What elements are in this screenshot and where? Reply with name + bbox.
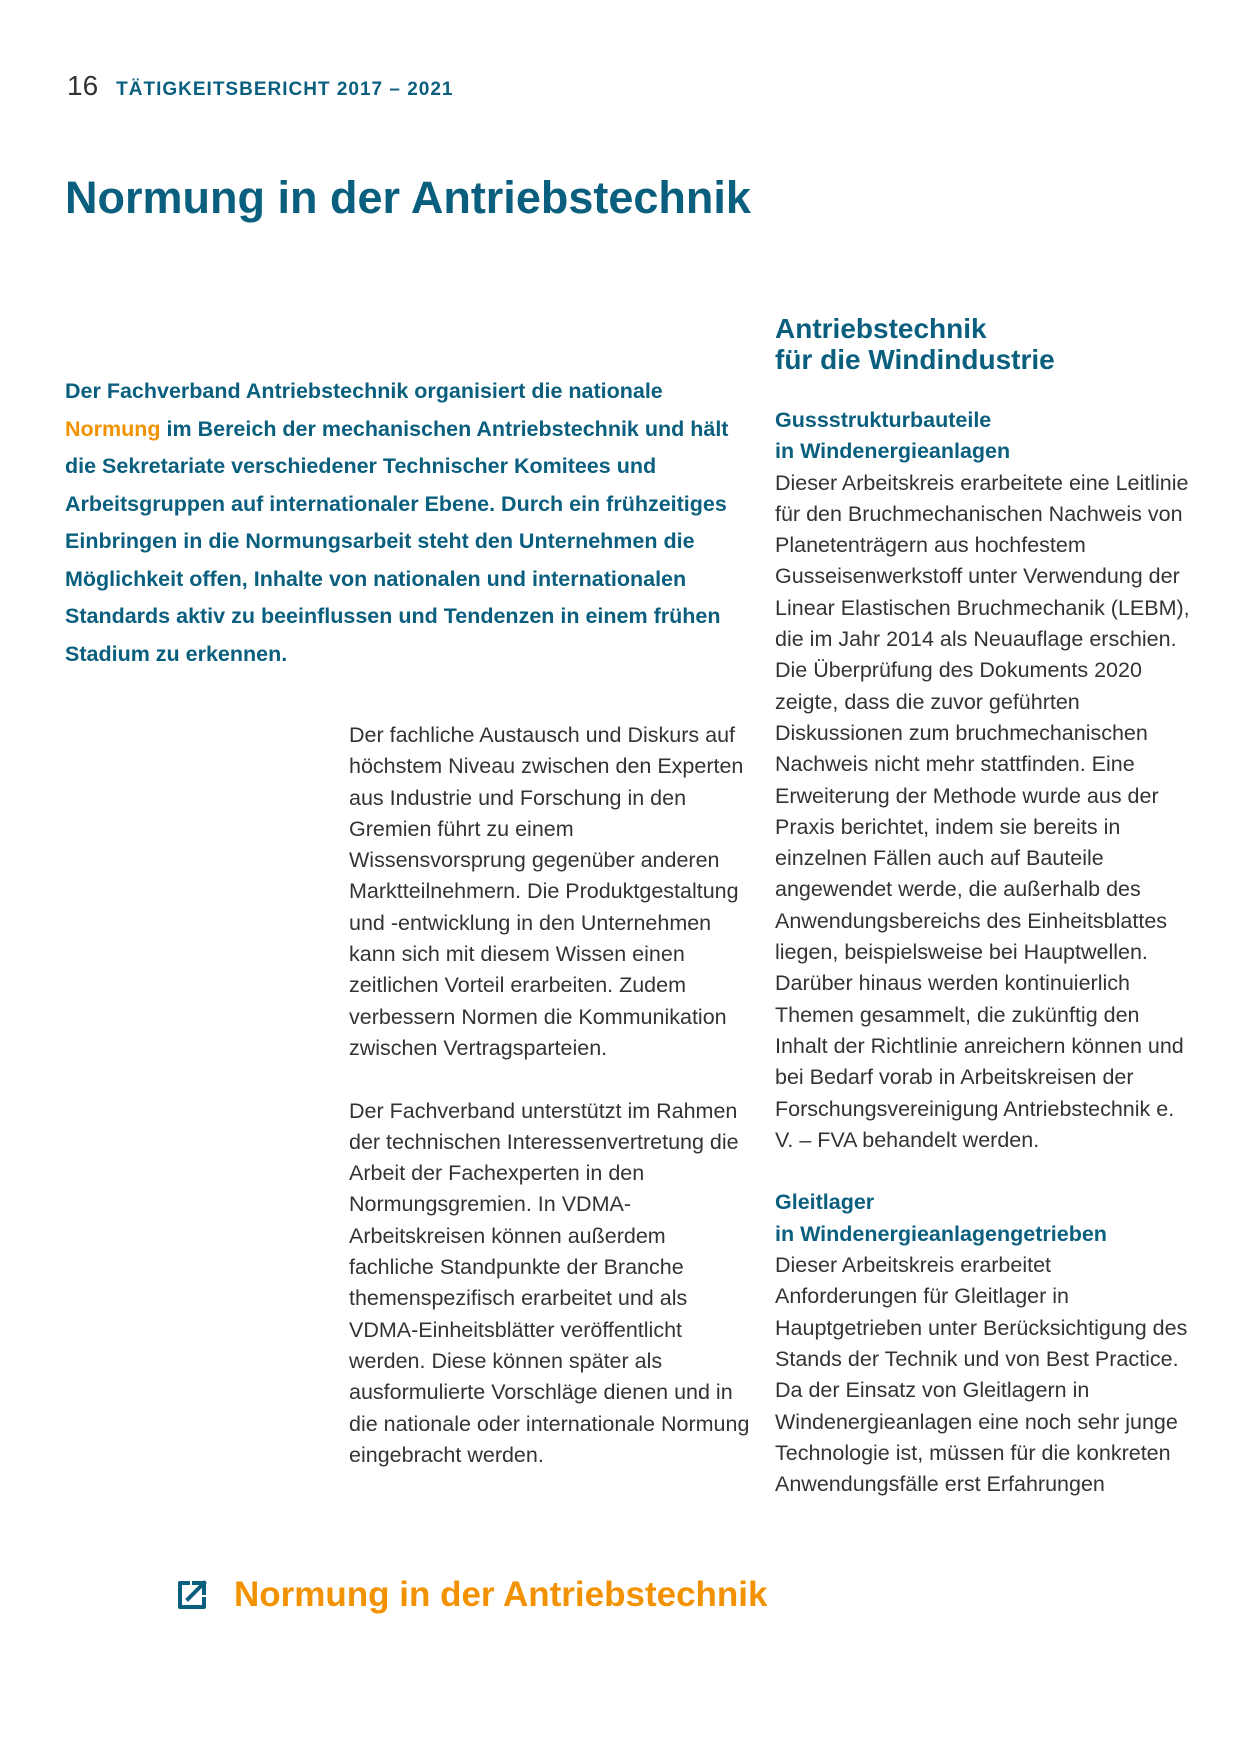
section-title [775, 313, 1195, 375]
external-link-icon [174, 1577, 210, 1613]
external-link[interactable] [174, 1575, 767, 1615]
subsection-heading [775, 1187, 1195, 1250]
normung-highlight: Normung [65, 416, 161, 441]
body-column [349, 720, 754, 1502]
subsection-text: Dieser Arbeitskreis erarbeitet Anforderungen für Gleitlager in Hauptgetrieben unter Berücksichtigung des Stands der Technik und von Best Practice. Da der Einsatz von Gleitlagern in Windenergieanlagen eine noch sehr junge Technologie ist, müssen für die konkreten Anwendungsfälle erst Erfahrungen [775, 1253, 1188, 1497]
running-header [67, 70, 453, 102]
section-title-line: für die Windindustrie [775, 344, 1055, 375]
right-column [775, 313, 1195, 1532]
lead-text-start: Der Fachverband Antriebstechnik organisiert die nationale [65, 379, 663, 403]
subsection-text: Dieser Arbeitskreis erarbeitete eine Leitlinie für den Bruchmechanischen Nachweis von Planetenträgern aus hochfestem Gusseisenwerkstoff unter Verwendung der Linear Elastischen Bruchmechanik (LEBM), die im Jahr 2014 als Neuauflage erschien. Die Überprüfung des Dokuments 2020 zeigte, dass die zuvor geführten Diskussionen zum bruchmechanischen Nachweis nicht mehr stattfinden. Eine Erweiterung der Methode wurde aus der Praxis berichtet, indem sie bereits in einzelnen Fällen auch auf Bauteile angewendet werde, die außerhalb des Anwendungsbereichs des Einheitsblattes liegen, beispielsweise bei Hauptwellen. Darüber hinaus werden kontinuierlich Themen gesammelt, die zukünftig den Inhalt der Richtlinie anreichern können und bei Bedarf vorab in Arbeitskreisen der Forschungsvereinigung Antriebstechnik e. V. – FVA behandelt werden. [775, 470, 1190, 1152]
subsection-heading [775, 405, 1195, 468]
lead-text-rest: im Bereich der mechanischen Antriebstechnik und hält die Sekretariate verschiedener Technischer Komitees und Arbeitsgruppen auf internationaler Ebene. Durch ein frühzeitiges Einbringen in die Normungsarbeit steht den Unternehmen die Möglichkeit offen, Inhalte von nationalen und internationalen Standards aktiv zu beeinflussen und Tendenzen in einem frühen Stadium zu erkennen. [65, 416, 729, 666]
external-link-label: Normung in der Antriebstechnik [234, 1575, 768, 1614]
subsection-heading-line: in Windenergieanlagen [775, 439, 1011, 464]
body-paragraph: Der Fachverband unterstützt im Rahmen der technischen Interessenvertretung die Arbeit der Fachexperten in den Normungsgremien. In VDMA-Arbeitskreisen können außerdem fachliche Standpunkte der Branche themenspezifisch erarbeitet und als VDMA-Einheitsblätter veröffentlicht werden. Diese können später als ausformulierte Vorschläge dienen und in die nationale oder internationale Normung eingebracht werden. [349, 1098, 750, 1467]
page-number: 16 [67, 70, 99, 101]
page-title: Normung in der Antriebstechnik [65, 172, 751, 223]
report-title: TÄTIGKEITSBERICHT 2017 – 2021 [116, 79, 454, 100]
subsection-heading-line: Gussstrukturbauteile [775, 408, 992, 432]
body-paragraph: Der fachliche Austausch und Diskurs auf höchstem Niveau zwischen den Experten aus Industrie und Forschung in den Gremien führt zu einem Wissensvorsprung gegenüber anderen Marktteilnehmern. Die Produktgestaltung und -entwicklung in den Unternehmen kann sich mit diesem Wissen einen zeitlichen Vorteil erarbeiten. Zudem verbessern Normen die Kommunikation zwischen Vertragsparteien. [349, 723, 744, 1060]
lead-paragraph [65, 373, 745, 673]
subsection-heading-line: in Windenergieanlagengetrieben [775, 1221, 1107, 1246]
section-title-line: Antriebstechnik [775, 313, 987, 344]
subsection-heading-line: Gleitlager [775, 1190, 875, 1215]
